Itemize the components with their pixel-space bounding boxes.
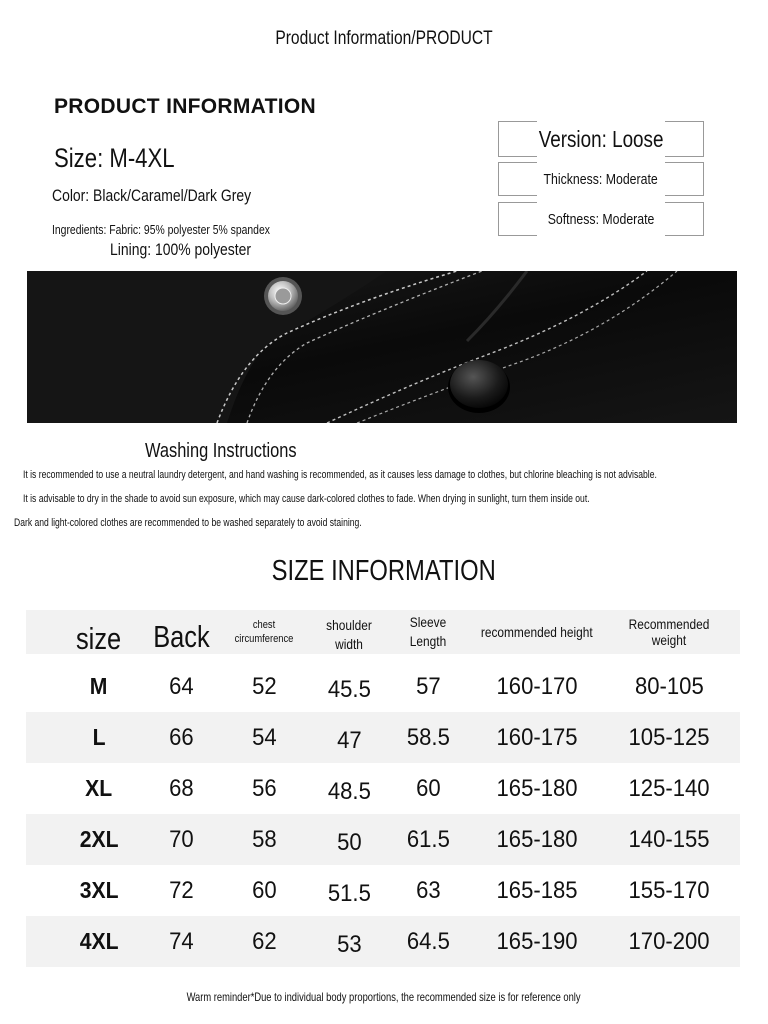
table-cell: 72: [168, 876, 194, 904]
size-info-heading: SIZE INFORMATION: [271, 555, 497, 587]
table-cell: 160-175: [496, 723, 578, 751]
table-cell: 155-170: [628, 876, 710, 904]
page-title: Product Information/PRODUCT: [275, 28, 493, 49]
color-options: Color: Black/Caramel/Dark Grey: [52, 186, 252, 205]
product-info-heading: PRODUCT INFORMATION: [54, 95, 316, 118]
column-header: Sleeve Length: [409, 614, 447, 649]
table-cell: M: [90, 673, 108, 699]
ingredients: Ingredients: Fabric: 95% polyester 5% spandex: [52, 222, 270, 237]
table-cell: 58.5: [406, 723, 450, 751]
table-cell: 62: [251, 927, 277, 955]
table-row: [26, 661, 740, 712]
table-cell: 60: [251, 876, 277, 904]
table-cell: 165-190: [496, 927, 578, 955]
table-row: [26, 763, 740, 814]
table-cell: 165-185: [496, 876, 578, 904]
table-cell: 47: [336, 726, 362, 754]
lining: Lining: 100% polyester: [110, 240, 252, 259]
table-cell: 64.5: [406, 927, 450, 955]
table-cell: 51.5: [327, 879, 371, 907]
table-row: [26, 916, 740, 967]
table-cell: 165-180: [496, 825, 578, 853]
fabric-detail-image: [27, 271, 737, 423]
table-cell: 45.5: [327, 675, 371, 703]
washing-instruction: It is recommended to use a neutral laundry detergent, and hand washing is recommended, as it causes less damage to clothes, but chlorine bleaching is not advisable.: [23, 469, 657, 481]
table-cell: 50: [336, 828, 362, 856]
column-header: Back: [152, 619, 210, 654]
table-cell: L: [92, 724, 106, 750]
table-cell: 56: [251, 774, 277, 802]
table-cell: 160-170: [496, 672, 578, 700]
table-cell: 64: [168, 672, 194, 700]
size-table: [26, 610, 740, 967]
table-header-row: [26, 610, 740, 654]
table-cell: 68: [168, 774, 194, 802]
column-header: size: [76, 621, 122, 656]
table-cell: 61.5: [406, 825, 450, 853]
washing-heading: Washing Instructions: [145, 440, 297, 462]
table-cell: 54: [251, 723, 277, 751]
version-badge: Version: Loose: [498, 122, 704, 156]
table-cell: 63: [415, 876, 441, 904]
washing-instruction: Dark and light-colored clothes are recommended to be washed separately to avoid staining.: [14, 517, 362, 529]
reference-reminder: Warm reminder*Due to individual body proportions, the recommended size is for reference only: [187, 990, 581, 1004]
size-range: Size: M-4XL: [54, 143, 175, 173]
table-cell: 48.5: [327, 777, 371, 805]
column-header: shoulder width: [326, 617, 372, 652]
softness-badge: Softness: Moderate: [498, 203, 704, 235]
table-cell: 53: [336, 930, 362, 958]
table-cell: 4XL: [79, 928, 119, 954]
table-cell: 170-200: [628, 927, 710, 955]
table-cell: 125-140: [628, 774, 710, 802]
table-cell: 105-125: [628, 723, 710, 751]
table-cell: 57: [415, 672, 441, 700]
table-cell: 3XL: [79, 877, 119, 903]
table-row: [26, 865, 740, 916]
table-cell: 66: [168, 723, 194, 751]
column-header: chest circumference: [234, 619, 294, 645]
table-cell: 140-155: [628, 825, 710, 853]
table-row: [26, 712, 740, 763]
table-cell: 165-180: [496, 774, 578, 802]
table-cell: 80-105: [634, 672, 704, 700]
column-header: Recommended weight: [628, 616, 710, 648]
table-cell: XL: [85, 775, 113, 801]
table-cell: 60: [415, 774, 441, 802]
table-cell: 52: [251, 672, 277, 700]
table-cell: 74: [168, 927, 194, 955]
thickness-badge: Thickness: Moderate: [498, 163, 704, 195]
table-row: [26, 814, 740, 865]
table-cell: 2XL: [79, 826, 119, 852]
table-cell: 58: [251, 825, 277, 853]
table-cell: 70: [168, 825, 194, 853]
column-header: recommended height: [481, 624, 593, 640]
washing-instruction: It is advisable to dry in the shade to avoid sun exposure, which may cause dark-colored clothes to fade. When drying in sunlight, turn them inside out.: [23, 493, 590, 505]
